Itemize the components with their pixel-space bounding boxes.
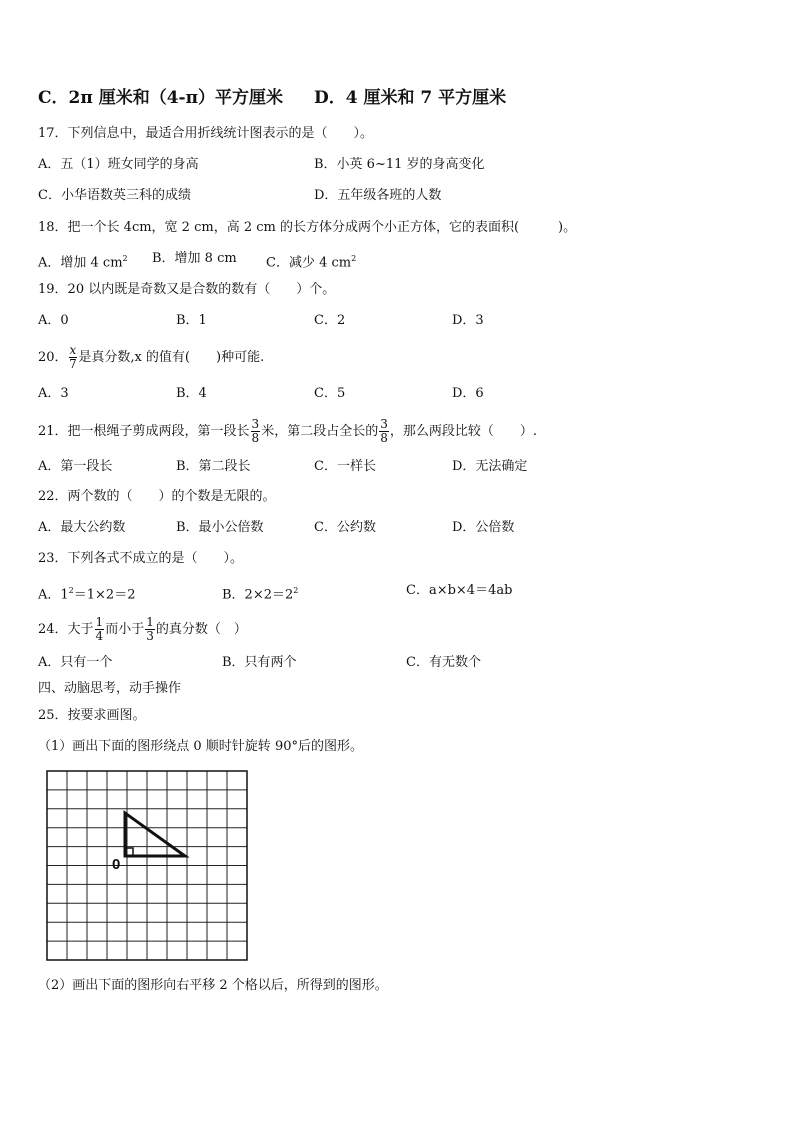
q19-option-d: D．3 xyxy=(452,313,484,328)
q20-option-c: C．5 xyxy=(314,386,346,401)
q22-option-b: B．最小公倍数 xyxy=(176,520,264,535)
fraction-x-over-7: $\frac{x}{7}$ xyxy=(69,343,77,371)
q18-stem: 18．把一个长 4cm，宽 2 cm，高 2 cm 的长方体分成两个小正方体，它的表面积( )。 xyxy=(38,220,577,235)
section-heading: 四、动脑思考，动手操作 xyxy=(38,681,182,696)
q18-option-b: B．增加 8 cm xyxy=(152,251,237,266)
q19-option-c: C．2 xyxy=(314,313,346,328)
q20-option-b: B．4 xyxy=(176,386,207,401)
q18-option-c: C．减少 4 $cm^2$ xyxy=(266,254,357,271)
q21-option-d: D．无法确定 xyxy=(452,459,528,474)
q25-sub2: （2）画出下面的图形向右平移 2 个格以后，所得到的图形。 xyxy=(38,978,388,993)
q18-option-a: A．增加 4 $cm^2$ xyxy=(38,254,128,271)
triangle-figure xyxy=(125,813,185,856)
q20-option-d: D．6 xyxy=(452,386,484,401)
q23-option-a: A．$1^2=1\times 2=2$ xyxy=(38,586,136,603)
q17-option-c: C．小华语数英三科的成绩 xyxy=(38,188,191,203)
q16-option-c: C．2π 厘米和（4-π）平方厘米 xyxy=(38,88,284,108)
fraction-3-over-8: $\frac{3}{8}$ xyxy=(251,417,260,445)
q22-option-d: D．公倍数 xyxy=(452,520,515,535)
q17-option-d: D．五年级各班的人数 xyxy=(314,188,442,203)
q21-stem: 21．把一根绳子剪成两段，第一段长 $\frac{3}{8}$ 米，第二段占全长的 $\frac{3}{8}$ ，那么两段比较（ ）. xyxy=(38,417,537,445)
q23-option-c: C．a×b×4＝4ab xyxy=(406,583,513,598)
q17-option-a: A．五（1）班女同学的身高 xyxy=(38,157,199,172)
q25-stem: 25．按要求画图。 xyxy=(38,708,146,723)
q21-option-a: A．第一段长 xyxy=(38,459,113,474)
q20-stem: 20． $\frac{x}{7}$ 是真分数,x 的值有( )种可能. xyxy=(38,343,265,371)
q19-option-a: A．0 xyxy=(38,313,69,328)
q24-option-c: C．有无数个 xyxy=(406,655,481,670)
q21-option-b: B．第二段长 xyxy=(176,459,251,474)
q24-option-a: A．只有一个 xyxy=(38,655,113,670)
q23-stem: 23．下列各式不成立的是（ ）。 xyxy=(38,551,244,566)
q24-stem: 24．大于 $\frac{1}{4}$ 而小于 $\frac{1}{3}$ 的真分数（ ） xyxy=(38,615,247,643)
fraction-1-over-3: $\frac{1}{3}$ xyxy=(146,615,154,643)
q22-option-a: A．最大公约数 xyxy=(38,520,126,535)
q19-option-b: B．1 xyxy=(176,313,207,328)
q22-stem: 22．两个数的（ ）的个数是无限的。 xyxy=(38,489,276,504)
q23-option-b: B．$2\times 2=2^2$ xyxy=(222,586,299,603)
q24-option-b: B．只有两个 xyxy=(222,655,297,670)
q25-sub1: （1）画出下面的图形绕点 0 顺时针旋转 90°后的图形。 xyxy=(38,739,363,754)
fraction-1-over-4: $\frac{1}{4}$ xyxy=(95,615,104,643)
q19-stem: 19．20 以内既是奇数又是合数的数有（ ）个。 xyxy=(38,282,336,297)
q20-option-a: A．3 xyxy=(38,386,69,401)
point-label-o: 0 xyxy=(112,856,121,873)
grid-svg xyxy=(46,770,249,962)
drawing-grid xyxy=(46,770,249,966)
q21-option-c: C．一样长 xyxy=(314,459,376,474)
fraction-3-over-8: $\frac{3}{8}$ xyxy=(380,417,388,445)
q22-option-c: C．公约数 xyxy=(314,520,376,535)
q16-option-d: D．4 厘米和 7 平方厘米 xyxy=(314,88,507,108)
q17-option-b: B．小英 6~11 岁的身高变化 xyxy=(314,157,485,172)
q17-stem: 17．下列信息中，最适合用折线统计图表示的是（ ）。 xyxy=(38,126,374,141)
